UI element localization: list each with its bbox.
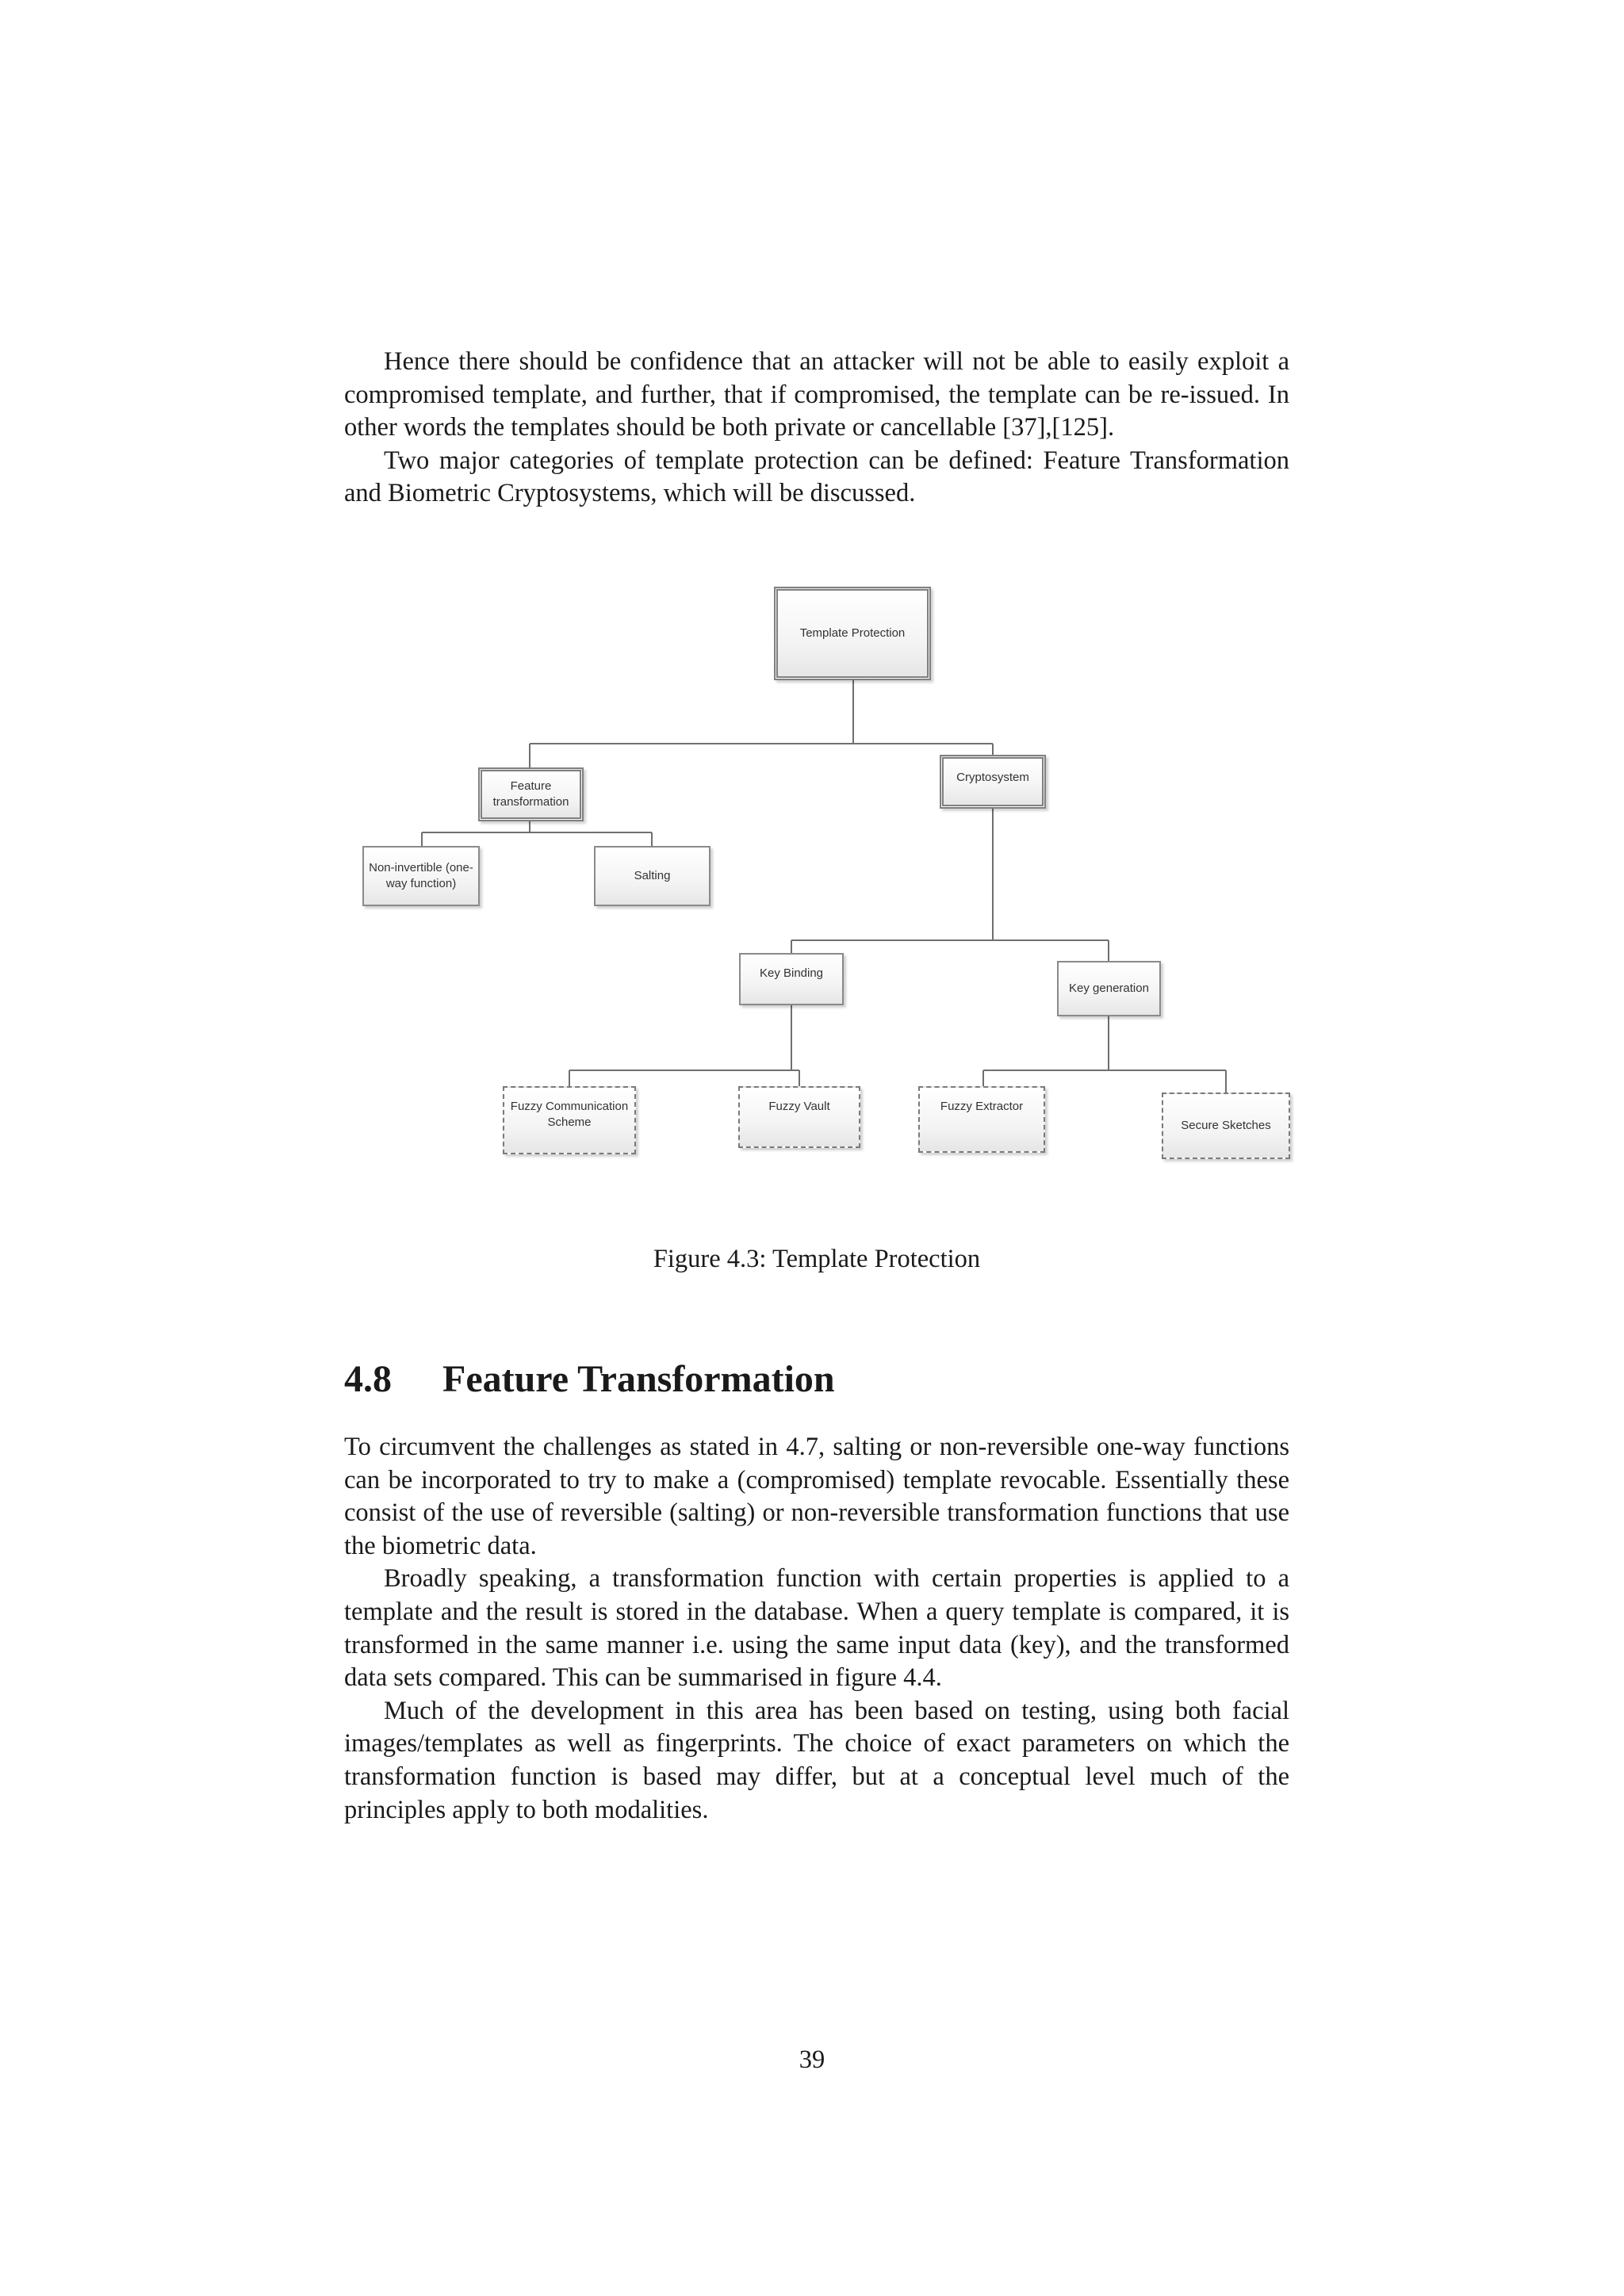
section-paragraph-3: Much of the development in this area has been based on testing, using both facial images/templates as well as fingerprints. The choice of exact parameters on which the transformation function is based may differ, but at a conceptual level much of the principles apply to both modalities. (344, 1696, 1289, 1824)
node-template-protection: Template Protection (774, 587, 931, 680)
node-cryptosystem: Cryptosystem (940, 755, 1046, 809)
section-title: Feature Transformation (442, 1358, 835, 1400)
section-body-text (344, 1431, 1289, 1827)
node-secure-sketches: Secure Sketches (1162, 1093, 1290, 1159)
node-salting: Salting (594, 846, 710, 906)
section-paragraph-1: To circumvent the challenges as stated in 4.7, salting or non-reversible one-way functions can be incorporated to try to make a (compromised) template revocable. Essentially these consist of the use of reversible (salting) or non-reversible transformation functions that use the biometric data. (344, 1433, 1289, 1560)
section-number: 4.8 (344, 1358, 392, 1400)
intro-paragraph-1: Hence there should be confidence that an attacker will not be able to easily exploit a compromised template, and further, that if compromised, the template can be re-issued. In other words the templates should be both private or cancellable [37],[125]. (344, 347, 1289, 442)
template-protection-diagram (349, 587, 1300, 1173)
section-heading (344, 1357, 835, 1401)
node-fuzzy-extractor: Fuzzy Extractor (918, 1086, 1045, 1153)
node-non-invertible: Non-invertible (one-way function) (362, 846, 480, 906)
node-fuzzy-vault: Fuzzy Vault (738, 1086, 860, 1148)
node-feature-transformation: Feature transformation (478, 767, 584, 821)
intro-text (344, 346, 1289, 511)
figure-caption: Figure 4.3: Template Protection (653, 1245, 981, 1273)
page-number: 39 (799, 2045, 825, 2074)
intro-paragraph-2: Two major categories of template protection can be defined: Feature Transformation and Biometric Cryptosystems, which will be discussed. (344, 446, 1289, 508)
node-fuzzy-communication-scheme: Fuzzy Communication Scheme (503, 1086, 636, 1154)
node-key-binding: Key Binding (739, 953, 844, 1005)
node-key-generation: Key generation (1057, 961, 1161, 1016)
section-paragraph-2: Broadly speaking, a transformation function with certain properties is applied to a template and the result is stored in the database. When a query template is compared, it is transformed in the same manner i.e. using the same input data (key), and the transformed data sets compared. This can be summarised in figure 4.4. (344, 1564, 1289, 1693)
